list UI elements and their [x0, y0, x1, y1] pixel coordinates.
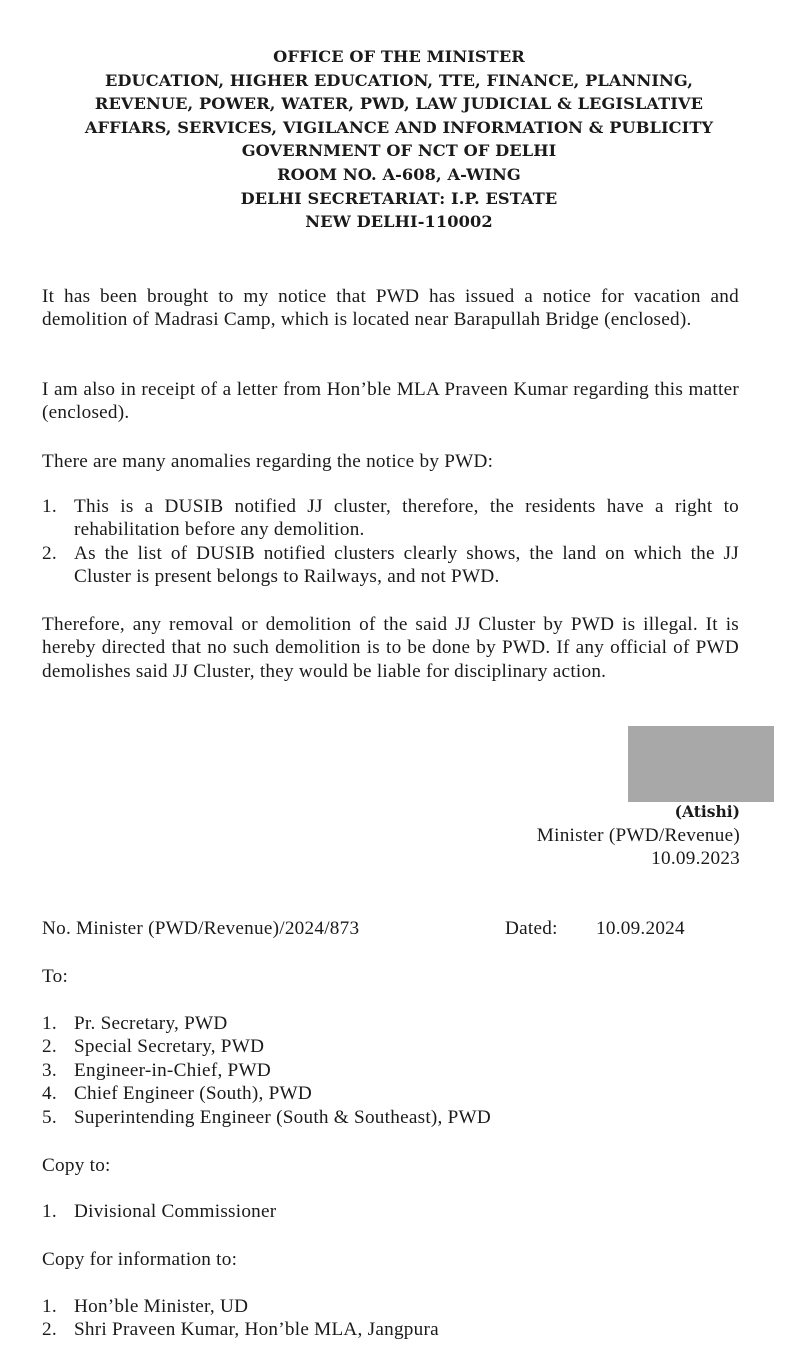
- list-text: Special Secretary, PWD: [74, 1036, 265, 1058]
- dated-value: 10.09.2024: [596, 918, 685, 939]
- list-number: 1.: [42, 1201, 57, 1222]
- list-text: This is a DUSIB notified JJ cluster, therefore, the residents have a right to rehabilitation before any demolition.: [74, 496, 739, 541]
- signatory-name: (Atishi): [674, 802, 740, 821]
- reference-number: No. Minister (PWD/Revenue)/2024/873: [42, 918, 360, 939]
- dated-label: Dated:: [505, 918, 558, 939]
- list-number: 2.: [42, 1036, 57, 1058]
- list-item: [42, 1200, 739, 1223]
- copy-info-list: [42, 1295, 739, 1342]
- list-number: 2.: [42, 542, 57, 564]
- list-text: Superintending Engineer (South & Southeast), PWD: [74, 1106, 492, 1128]
- to-label: To:: [42, 966, 69, 987]
- list-item: [42, 542, 739, 589]
- anomalies-list: [42, 495, 739, 589]
- list-item: [42, 1059, 739, 1082]
- paragraph-mla-letter: I am also in receipt of a letter from Hon’ble MLA Praveen Kumar regarding this matter (enclosed).: [42, 379, 739, 424]
- paragraph-anomalies-intro: There are many anomalies regarding the notice by PWD:: [42, 451, 494, 472]
- list-text: Shri Praveen Kumar, Hon’ble MLA, Jangpura: [74, 1319, 439, 1341]
- letterhead-line: GOVERNMENT OF NCT OF DELHI: [241, 141, 557, 161]
- letterhead-line: OFFICE OF THE MINISTER: [273, 47, 525, 66]
- list-item: [42, 1295, 739, 1318]
- list-text: Chief Engineer (South), PWD: [74, 1083, 313, 1105]
- list-item: [42, 1318, 739, 1341]
- list-item: [42, 1035, 739, 1058]
- list-number: 5.: [42, 1106, 57, 1128]
- list-text: As the list of DUSIB notified clusters clearly shows, the land on which the JJ Cluster is present belongs to Railways, and not PWD.: [74, 542, 739, 588]
- copy-to-label: Copy to:: [42, 1155, 111, 1176]
- paragraph-notice: It has been brought to my notice that PWD has issued a notice for vacation and demolition of Madrasi Camp, which is located near Barapullah Bridge (enclosed).: [42, 286, 739, 331]
- letterhead: [20, 45, 778, 234]
- list-item: [42, 1106, 739, 1129]
- letterhead-line: ROOM NO. A-608, A-WING: [277, 164, 521, 184]
- list-text: Engineer-in-Chief, PWD: [74, 1059, 271, 1081]
- letterhead-line: EDUCATION, HIGHER EDUCATION, TTE, FINANCE, PLANNING,: [104, 70, 693, 90]
- paragraph-directive: Therefore, any removal or demolition of the said JJ Cluster by PWD is illegal. It is hereby directed that no such demolition is to be done by PWD. If any official of PWD demolishes said JJ Cluster, they would be liable for disciplinary action.: [42, 614, 739, 682]
- signatory-block: [537, 824, 740, 871]
- list-text: Pr. Secretary, PWD: [74, 1013, 228, 1034]
- list-item: [42, 495, 739, 542]
- list-number: 1.: [42, 496, 57, 517]
- signatory-designation: Minister (PWD/Revenue): [536, 825, 740, 846]
- list-item: [42, 1012, 739, 1035]
- letterhead-line: NEW DELHI-110002: [305, 212, 493, 232]
- list-text: Hon’ble Minister, UD: [74, 1296, 249, 1317]
- letterhead-line: REVENUE, POWER, WATER, PWD, LAW JUDICIAL & LEGISLATIVE: [94, 94, 704, 114]
- list-number: 4.: [42, 1083, 57, 1105]
- list-number: 1.: [42, 1013, 57, 1034]
- redacted-signature: [628, 726, 774, 802]
- letterhead-line: DELHI SECRETARIAT: I.P. ESTATE: [240, 188, 558, 208]
- copy-info-label: Copy for information to:: [42, 1249, 238, 1270]
- to-recipients-list: [42, 1012, 739, 1129]
- signature-date: 10.09.2023: [651, 848, 740, 870]
- list-number: 3.: [42, 1059, 57, 1081]
- list-number: 1.: [42, 1296, 57, 1317]
- list-number: 2.: [42, 1319, 57, 1341]
- list-text: Divisional Commissioner: [74, 1201, 277, 1222]
- copy-to-list: [42, 1200, 739, 1223]
- letterhead-line: AFFIARS, SERVICES, VIGILANCE AND INFORMATION & PUBLICITY: [84, 117, 714, 137]
- list-item: [42, 1082, 739, 1105]
